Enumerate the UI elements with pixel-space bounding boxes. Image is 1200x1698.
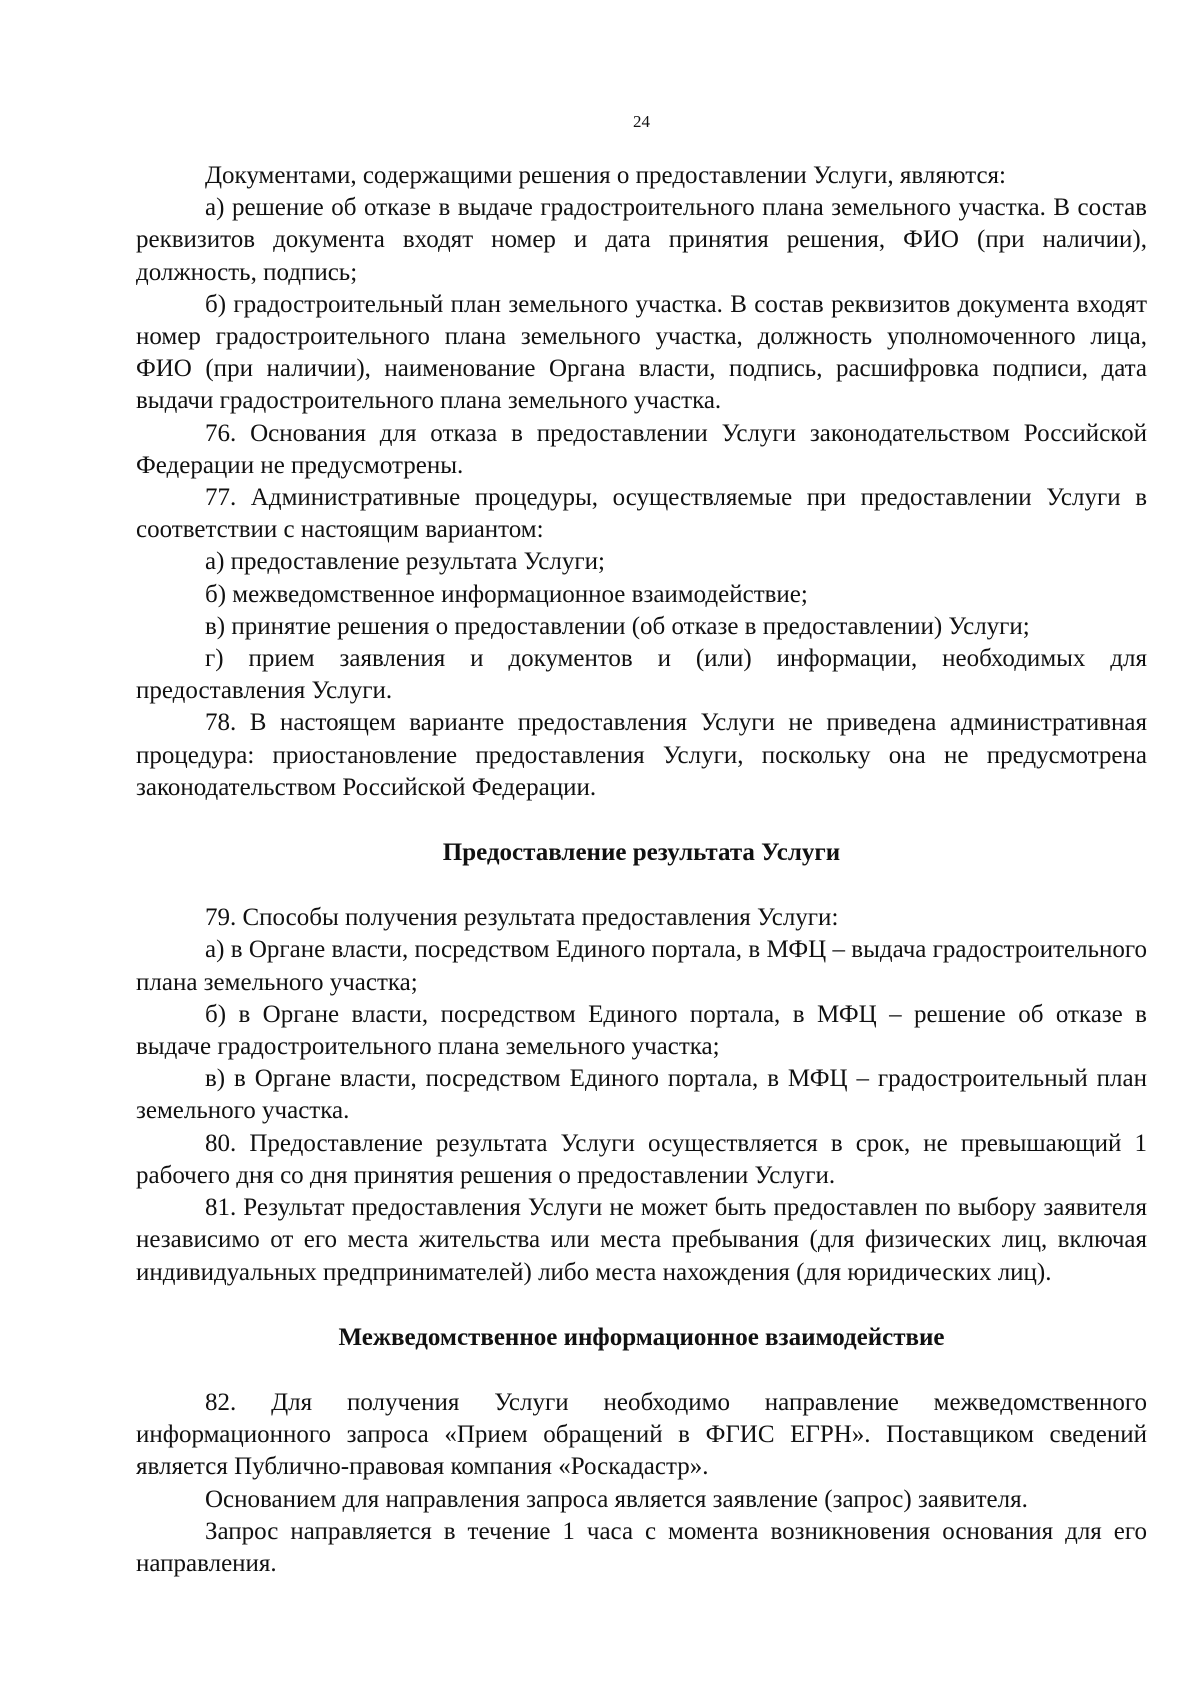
clause-79-item-v: в) в Органе власти, посредством Единого портала, в МФЦ – градостроительный план земельного участка. <box>136 1065 1147 1125</box>
clause-77: 77. Административные процедуры, осуществляемые при предоставлении Услуги в соответствии с настоящим вариантом: <box>136 484 1147 544</box>
clause-77-item-g: г) прием заявления и документов и (или) информации, необходимых для предоставления Услуги. <box>136 645 1147 705</box>
section-heading-result: Предоставление результата Услуги <box>442 839 841 867</box>
clause-79: 79. Способы получения результата предоставления Услуги: <box>205 904 839 932</box>
request-timing-paragraph: Запрос направляется в течение 1 часа с момента возникновения основания для его направления. <box>136 1517 1147 1577</box>
list-item-a-refusal-decision: а) решение об отказе в выдаче градостроительного плана земельного участка. В состав реквизитов документа входят номер и дата принятия решения, ФИО (при наличии), должность, подпись; <box>136 194 1147 286</box>
intro-paragraph: Документами, содержащими решения о предоставлении Услуги, являются: <box>205 162 1006 189</box>
clause-77-item-a: а) предоставление результата Услуги; <box>205 548 605 576</box>
clause-79-item-a: а) в Органе власти, посредством Единого портала, в МФЦ – выдача градостроительного плана земельного участка; <box>136 936 1147 996</box>
clause-77-item-v: в) принятие решения о предоставлении (об отказе в предоставлении) Услуги; <box>205 612 1030 640</box>
clause-78: 78. В настоящем варианте предоставления Услуги не приведена административная процедура: приостановление предоставления Услуги, поскольку она не предусмотрена законодательством Российской Федерации. <box>136 709 1147 801</box>
clause-81: 81. Результат предоставления Услуги не может быть предоставлен по выбору заявителя независимо от его места жительства или места пребывания (для физических лиц, включая индивидуальных предпринимателей) либо места нахождения (для юридических лиц). <box>136 1194 1147 1286</box>
list-item-b-town-plan: б) градостроительный план земельного участка. В состав реквизитов документа входят номер градостроительного плана земельного участка, должность уполномоченного лица, ФИО (при наличии), наименование Органа власти, подпись, расшифровка подписи, дата выдачи градостроительного плана земельного участка. <box>136 290 1147 415</box>
clause-79-item-b: б) в Органе власти, посредством Единого портала, в МФЦ – решение об отказе в выдаче градостроительного плана земельного участка; <box>136 1000 1147 1061</box>
request-basis-paragraph: Основанием для направления запроса является заявление (запрос) заявителя. <box>205 1485 1028 1513</box>
clause-82: 82. Для получения Услуги необходимо направление межведомственного информационного запроса «Прием обращений в ФГИС ЕГРН». Поставщиком сведений является Публично-правовая компания «Роскадастр». <box>136 1388 1147 1481</box>
document-body <box>136 160 1147 1580</box>
clause-76: 76. Основания для отказа в предоставлении Услуги законодательством Российской Федерации не предусмотрены. <box>136 419 1147 479</box>
page-number: 24 <box>633 112 650 131</box>
section-heading-interagency: Межведомственное информационное взаимодействие <box>338 1323 945 1351</box>
clause-80: 80. Предоставление результата Услуги осуществляется в срок, не превышающий 1 рабочего дня со дня принятия решения о предоставлении Услуги. <box>136 1129 1147 1189</box>
clause-77-item-b: б) межведомственное информационное взаимодействие; <box>205 580 808 608</box>
